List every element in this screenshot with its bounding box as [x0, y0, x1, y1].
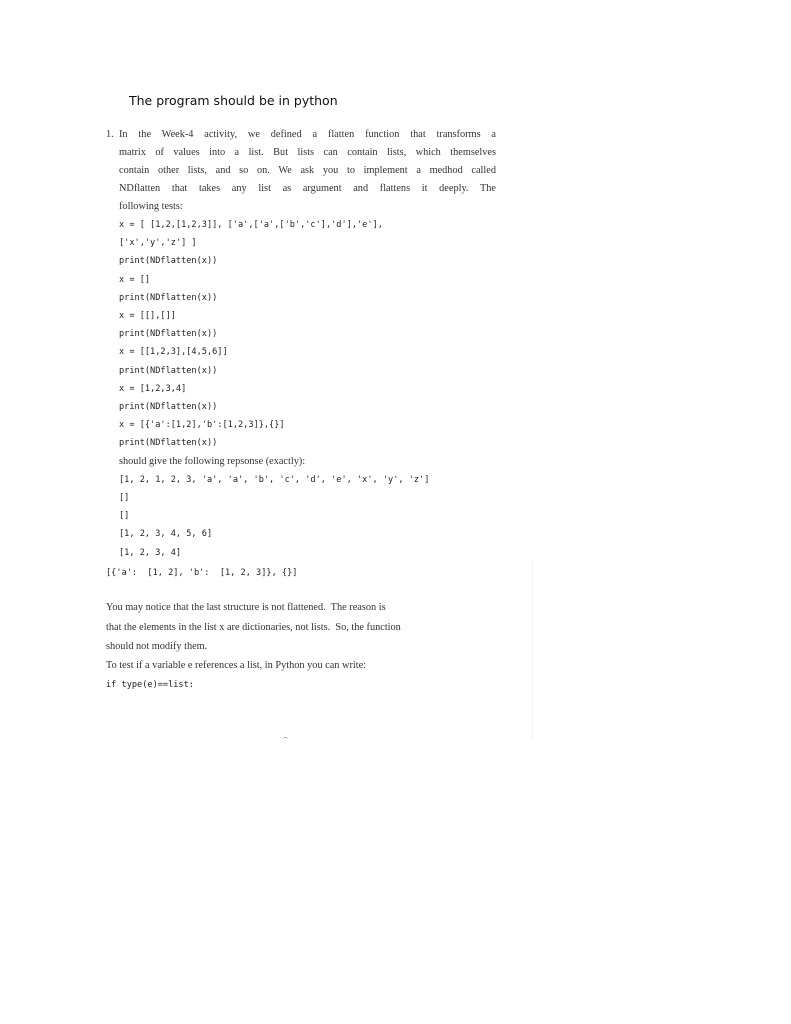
intro-line-4: NDflatten that takes any list as argument and flattens it deeply. The — [119, 183, 496, 194]
output-line: [1, 2, 1, 2, 3, 'a', 'a', 'b', 'c', 'd', 'e', 'x', 'y', 'z'] — [119, 474, 430, 485]
outro-line-3: should not modify them. — [106, 641, 208, 652]
output-line: [1, 2, 3, 4] — [119, 547, 182, 558]
problem-number: 1. — [106, 129, 114, 140]
outro-line-2: that the elements in the list x are dictionaries, not lists. So, the function — [106, 622, 401, 633]
scan-edge-line — [532, 560, 533, 740]
scan-mark — [283, 737, 288, 740]
intro-line-2: matrix of values into a list. But lists can contain lists, which themselves — [119, 147, 496, 158]
intro-line-5: following tests: — [119, 201, 183, 212]
code-line: x = [] — [119, 274, 151, 285]
intro-line-1 — [106, 126, 496, 144]
code-line: ['x','y','z'] ] — [119, 238, 197, 249]
page-heading: The program should be in python — [129, 93, 338, 108]
code-line: print(NDflatten(x)) — [119, 438, 218, 449]
code-line: print(NDflatten(x)) — [119, 256, 218, 267]
code-line: x = [ [1,2,[1,2,3]], ['a',['a',['b','c'],'d'],'e'], — [119, 220, 383, 230]
outro-line-4: To test if a variable e references a list, in Python you can write: — [106, 660, 367, 671]
intro-line-3: contain other lists, and so on. We ask you to implement a medhod called — [119, 165, 496, 176]
dict-output-line: [{'a': [1, 2], 'b': [1, 2, 3]}, {}] — [106, 568, 298, 578]
code-line: x = [{'a':[1,2],'b':[1,2,3]},{}] — [119, 420, 285, 431]
output-line: [] — [119, 511, 130, 522]
code-line: print(NDflatten(x)) — [119, 329, 218, 340]
type-check-code: if type(e)==list: — [106, 680, 194, 690]
problem-intro — [106, 126, 496, 216]
output-line: [] — [119, 493, 130, 504]
code-line: print(NDflatten(x)) — [119, 365, 218, 376]
test-code-block — [119, 216, 429, 562]
code-line: print(NDflatten(x)) — [119, 402, 218, 413]
code-line: x = [[],[]] — [119, 311, 176, 322]
intro-line-1-text: In the Week-4 activity, we defined a flatten function that transforms a — [119, 129, 496, 140]
response-intro: should give the following repsonse (exactly): — [119, 455, 306, 467]
outro-line-1: You may notice that the last structure is not flattened. The reason is — [106, 602, 386, 613]
code-line: print(NDflatten(x)) — [119, 292, 218, 303]
output-line: [1, 2, 3, 4, 5, 6] — [119, 529, 213, 540]
code-line: x = [[1,2,3],[4,5,6]] — [119, 347, 228, 358]
code-line: x = [1,2,3,4] — [119, 383, 187, 394]
